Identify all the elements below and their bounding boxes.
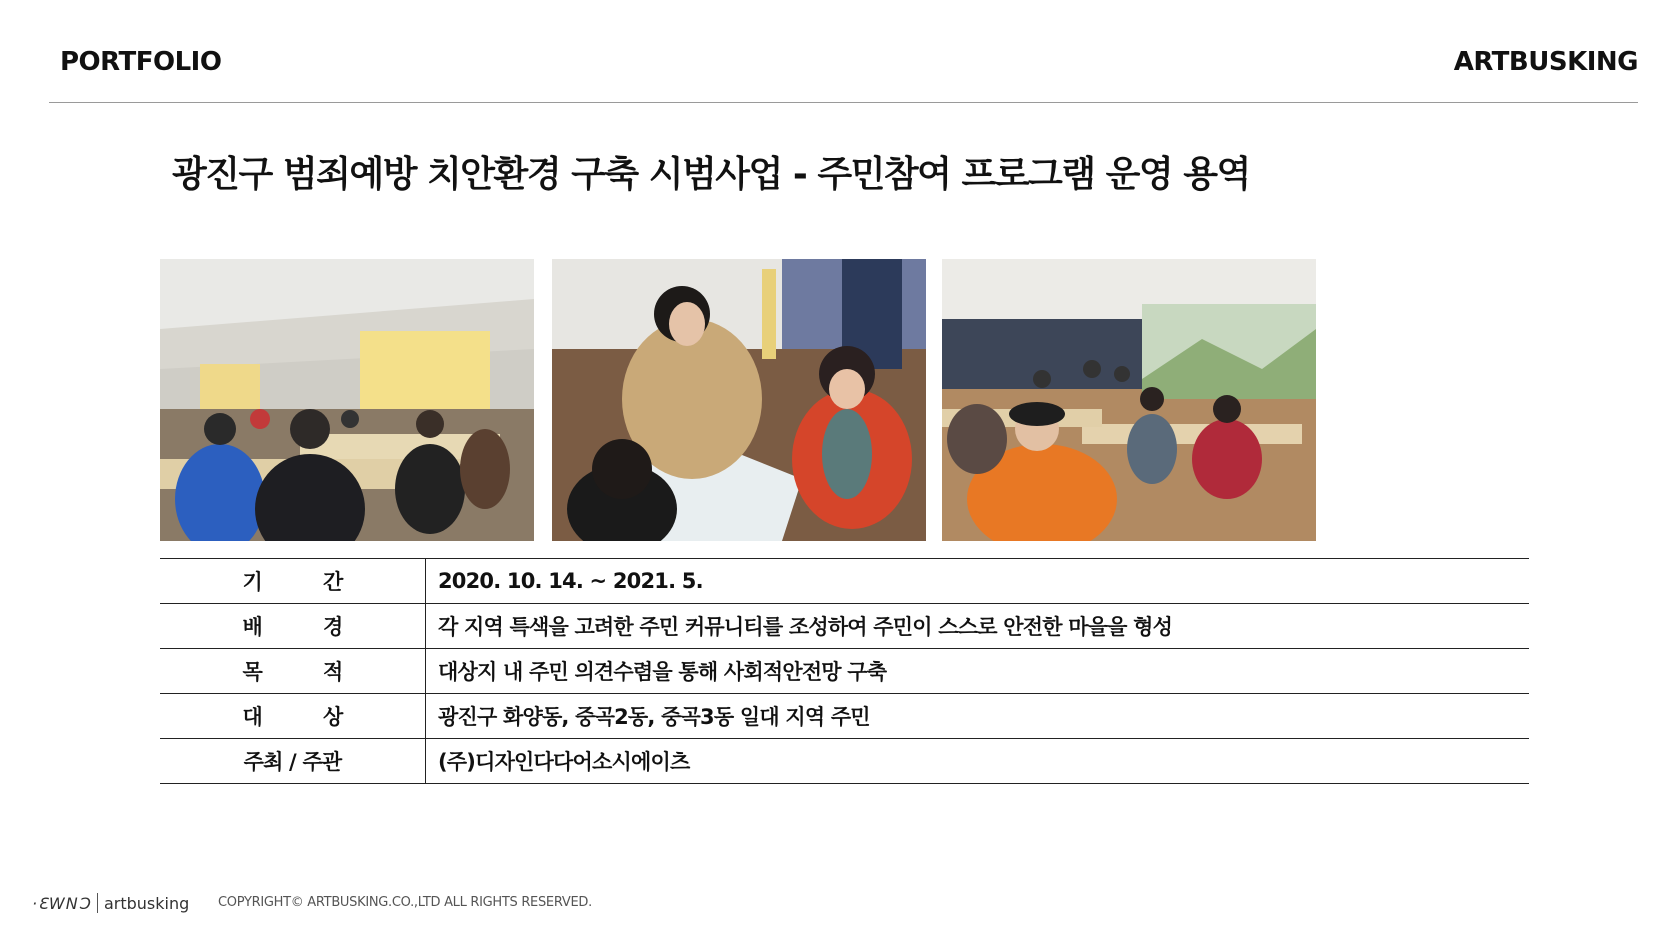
value-target: 광진구 화양동, 중곡2동, 중곡3동 일대 지역 주민 bbox=[426, 694, 1530, 739]
info-row-target bbox=[160, 694, 1529, 739]
info-row-organizer bbox=[160, 739, 1529, 784]
value-background: 각 지역 특색을 고려한 주민 커뮤니티를 조성하여 주민이 스스로 안전한 마을을 형성 bbox=[426, 604, 1530, 649]
footer-logo-mark: ·ƐWNƆ bbox=[32, 893, 91, 913]
header-artbusking: ARTBUSKING bbox=[1453, 47, 1638, 77]
label-organizer: 주최 / 주관 bbox=[243, 750, 342, 774]
label-purpose: 목 적 bbox=[242, 660, 343, 684]
value-purpose: 대상지 내 주민 의견수렴을 통해 사회적안전망 구축 bbox=[426, 649, 1530, 694]
photo-map-activity bbox=[552, 259, 926, 541]
label-target: 대 상 bbox=[242, 705, 343, 729]
page-title: 광진구 범죄예방 치안환경 구축 시범사업 - 주민참여 프로그램 운영 용역 bbox=[172, 154, 1250, 195]
header-portfolio: PORTFOLIO bbox=[60, 47, 222, 77]
header-divider bbox=[49, 102, 1638, 103]
footer-logo bbox=[32, 893, 189, 913]
value-organizer: (주)디자인다다어소시에이츠 bbox=[426, 739, 1530, 784]
info-row-background bbox=[160, 604, 1529, 649]
project-info-table bbox=[160, 558, 1529, 784]
label-background: 배 경 bbox=[242, 615, 343, 639]
info-row-purpose bbox=[160, 649, 1529, 694]
footer-copyright: COPYRIGHT© ARTBUSKING.CO.,LTD ALL RIGHTS RESERVED. bbox=[218, 895, 592, 910]
value-period: 2020. 10. 14. ~ 2021. 5. bbox=[426, 559, 1530, 604]
photo-meeting-room bbox=[160, 259, 534, 541]
footer-logo-text: artbusking bbox=[103, 893, 190, 913]
info-row-period bbox=[160, 559, 1529, 604]
label-period: 기 간 bbox=[242, 570, 343, 594]
photo-classroom-mural bbox=[942, 259, 1316, 541]
footer-logo-separator bbox=[97, 893, 98, 913]
